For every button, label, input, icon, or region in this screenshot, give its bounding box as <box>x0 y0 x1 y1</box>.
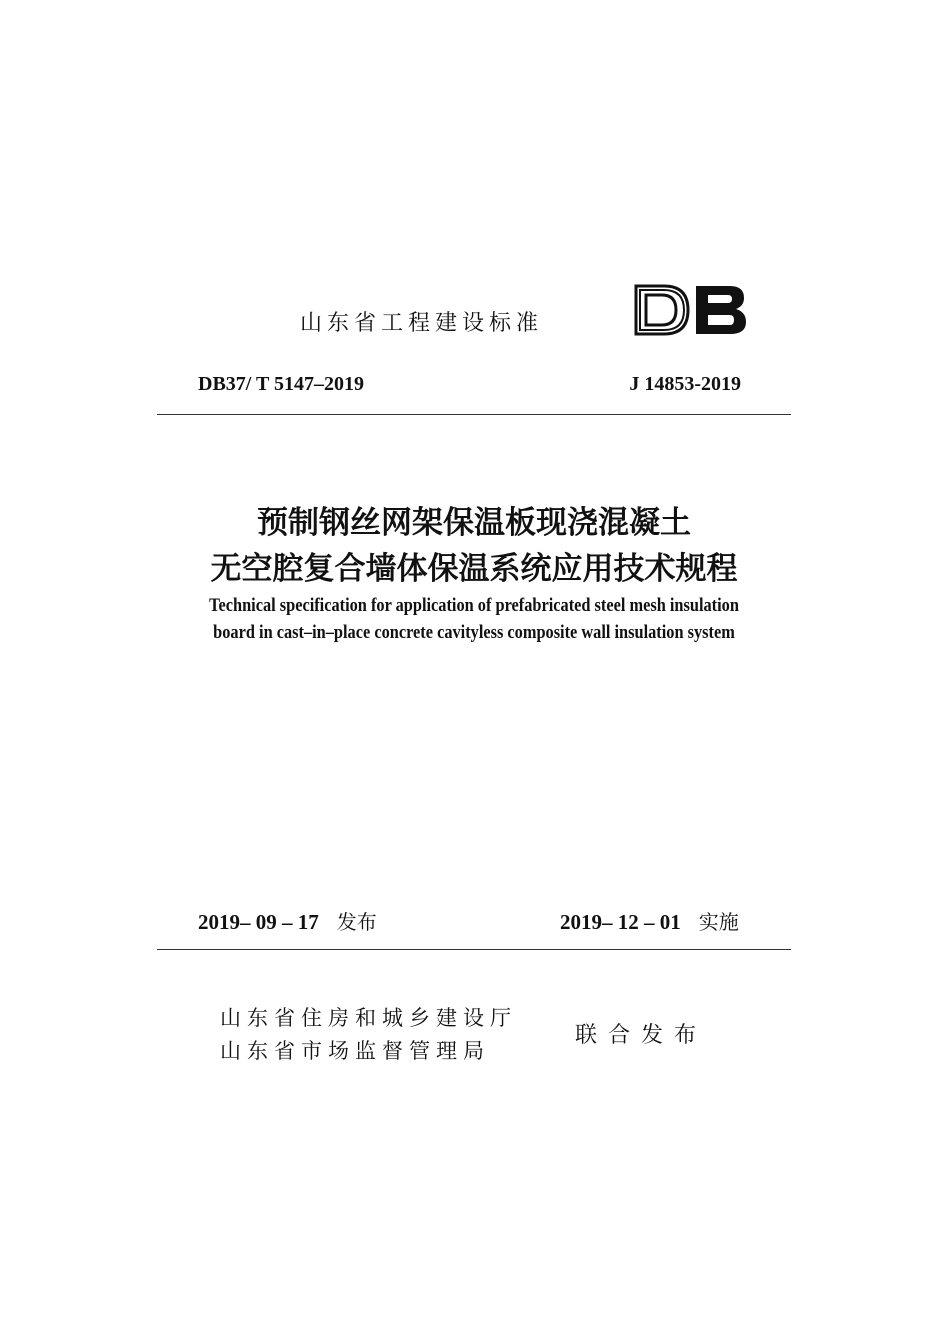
title-en-line2: board in cast–in–place concrete cavityless composite wall insulation system <box>213 622 735 643</box>
authority-housing: 山东省住房和城乡建设厅 <box>220 1006 517 1030</box>
title-en-line1: Technical specification for application of prefabricated steel mesh insulation <box>209 595 739 616</box>
title-cn-line1: 预制钢丝网架保温板现浇混凝土 <box>257 505 691 541</box>
effective-label: 实施 <box>698 910 739 934</box>
authority-market: 山东省市场监督管理局 <box>220 1039 490 1063</box>
issue-label: 发布 <box>336 910 377 934</box>
document-title <box>157 500 791 646</box>
effective-date-group <box>560 906 739 935</box>
effective-date: 2019– 12 – 01 <box>560 910 681 934</box>
title-cn-line2: 无空腔复合墙体保温系统应用技术规程 <box>210 551 738 587</box>
bottom-divider <box>157 949 791 950</box>
issue-date-group <box>198 906 377 935</box>
standard-category: 山东省工程建设标准 <box>300 311 544 336</box>
standard-number: DB37/ T 5147–2019 <box>198 373 364 395</box>
joint-issue-label: 联合发布 <box>575 1023 708 1048</box>
db-logo <box>630 282 748 338</box>
top-divider <box>157 414 791 415</box>
issue-date: 2019– 09 – 17 <box>198 910 319 934</box>
record-number: J 14853-2019 <box>629 373 741 395</box>
issuing-authorities <box>220 1002 517 1068</box>
